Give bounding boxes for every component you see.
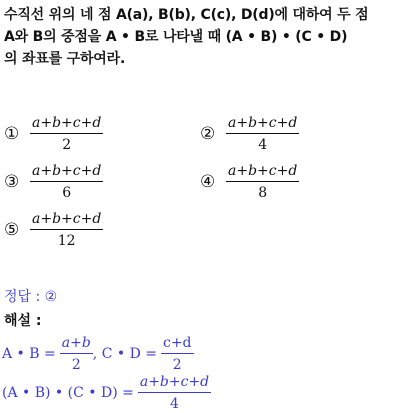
fraction-numerator: a+b+c+d xyxy=(30,115,103,134)
fraction-denominator: 6 xyxy=(62,185,72,201)
choice-1[interactable] xyxy=(4,111,103,157)
choice-fraction xyxy=(30,163,103,201)
equation-fraction xyxy=(138,374,211,412)
fraction-denominator: 12 xyxy=(57,233,76,249)
fraction-denominator: 2 xyxy=(62,137,72,153)
choice-fraction xyxy=(30,115,103,153)
choice-fraction xyxy=(226,163,299,201)
explanation-label: 해설 : xyxy=(4,313,42,329)
choice-marker: ⑤ xyxy=(4,220,20,240)
fraction-denominator: 8 xyxy=(258,185,268,201)
choice-3[interactable] xyxy=(4,159,103,205)
equation-separator: , C • D = xyxy=(92,346,157,362)
problem-line-1: 수직선 위의 네 점 A(a), B(b), C(c), D(d)에 대하여 두 점 xyxy=(4,7,369,23)
choice-4[interactable] xyxy=(200,159,299,205)
explanation-equation-2 xyxy=(2,373,211,413)
equation-lhs: (A • B) • (C • D) = xyxy=(2,385,134,401)
choice-marker: ④ xyxy=(200,172,216,192)
fraction-numerator: a+b xyxy=(60,335,93,354)
fraction-numerator: a+b+c+d xyxy=(30,211,103,230)
fraction-numerator: a+b+c+d xyxy=(30,163,103,182)
fraction-denominator: 2 xyxy=(71,357,81,373)
equation-lhs: A • B = xyxy=(2,346,56,362)
choice-5[interactable] xyxy=(4,207,103,253)
problem-line-3: 의 좌표를 구하여라. xyxy=(4,51,126,67)
fraction-denominator: 4 xyxy=(170,396,179,412)
fraction-denominator: 2 xyxy=(172,357,182,373)
answer-label: 정답 : ② xyxy=(4,289,58,305)
equation-fraction xyxy=(60,335,93,373)
choice-fraction xyxy=(30,211,103,249)
choice-fraction xyxy=(226,115,299,153)
fraction-numerator: a+b+c+d xyxy=(226,115,299,134)
choice-2[interactable] xyxy=(200,111,299,157)
fraction-denominator: 4 xyxy=(258,137,268,153)
problem-line-2: A와 B의 중점을 A • B로 나타낼 때 (A • B) • (C • D) xyxy=(4,29,348,45)
fraction-numerator: a+b+c+d xyxy=(138,374,211,393)
fraction-numerator: c+d xyxy=(161,335,194,354)
choice-marker: ③ xyxy=(4,172,20,192)
equation-fraction xyxy=(161,335,194,373)
fraction-numerator: a+b+c+d xyxy=(226,163,299,182)
problem-text xyxy=(4,4,396,70)
choice-marker: ① xyxy=(4,124,20,144)
choice-marker: ② xyxy=(200,124,216,144)
explanation-equation-1 xyxy=(2,334,194,374)
